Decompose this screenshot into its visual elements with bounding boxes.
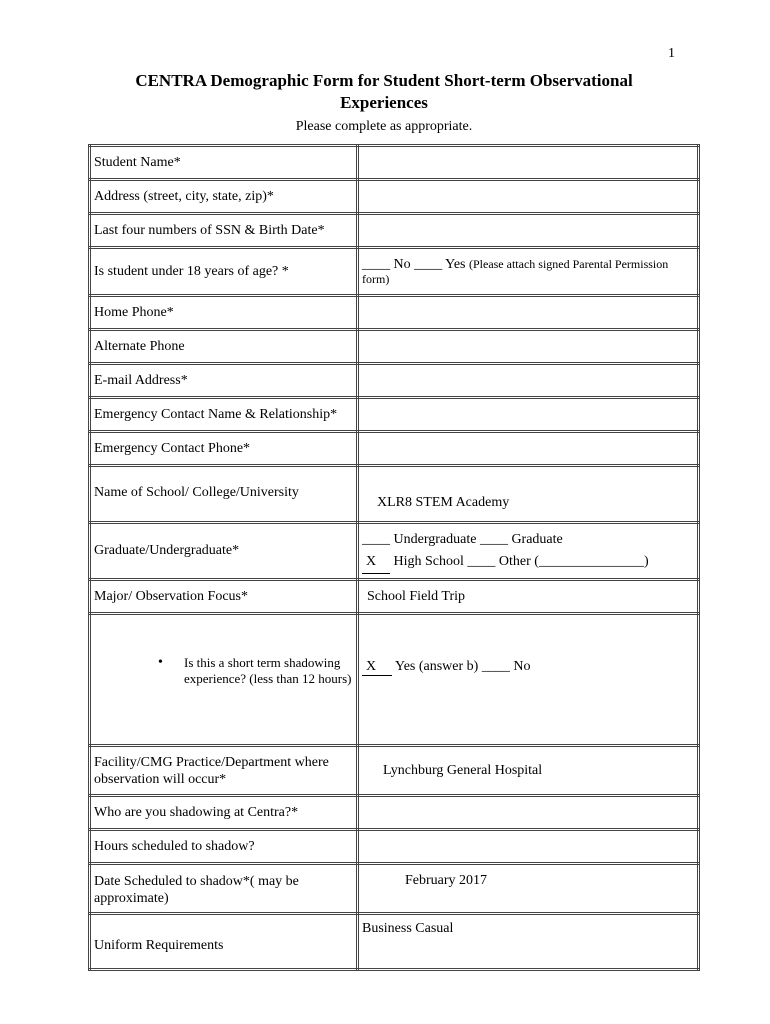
address-label: Address (street, city, state, zip)* xyxy=(90,180,358,214)
undergrad-label: Undergraduate xyxy=(390,531,480,547)
under-18-yes-blank[interactable]: ____ xyxy=(414,257,443,272)
row-uniform xyxy=(90,914,699,970)
under-18-yes-label: Yes xyxy=(442,257,469,272)
grad-label: Graduate/Undergraduate* xyxy=(90,523,358,580)
uniform-label: Uniform Requirements xyxy=(90,914,358,970)
major-field[interactable]: School Field Trip xyxy=(358,580,699,614)
emergency-phone-label: Emergency Contact Phone* xyxy=(90,432,358,466)
high-school-label: High School xyxy=(390,553,468,569)
undergrad-blank[interactable]: ____ xyxy=(362,531,390,547)
hours-field[interactable] xyxy=(358,830,699,864)
other-label: Other ( xyxy=(495,553,539,569)
row-shadowing xyxy=(90,614,699,746)
row-email xyxy=(90,364,699,398)
other-close-paren: ) xyxy=(643,553,649,569)
email-field[interactable] xyxy=(358,364,699,398)
row-alt-phone xyxy=(90,330,699,364)
row-address xyxy=(90,180,699,214)
shadowing-answer-field[interactable] xyxy=(358,614,699,746)
who-label: Who are you shadowing at Centra?* xyxy=(90,796,358,830)
graduate-label: Graduate xyxy=(507,531,563,547)
grad-line-2 xyxy=(362,551,697,574)
alt-phone-field[interactable] xyxy=(358,330,699,364)
shadowing-no-label: No xyxy=(509,659,531,674)
row-major xyxy=(90,580,699,614)
row-emergency-phone xyxy=(90,432,699,466)
uniform-field[interactable]: Business Casual xyxy=(358,914,699,970)
home-phone-field[interactable] xyxy=(358,296,699,330)
shadowing-yes-mark[interactable]: X xyxy=(362,659,392,676)
major-label: Major/ Observation Focus* xyxy=(90,580,358,614)
home-phone-label: Home Phone* xyxy=(90,296,358,330)
shadowing-no-blank[interactable]: ____ xyxy=(481,659,510,674)
bullet-icon: • xyxy=(158,655,163,670)
row-home-phone xyxy=(90,296,699,330)
who-field[interactable] xyxy=(358,796,699,830)
under-18-label: Is student under 18 years of age? * xyxy=(90,248,358,296)
date-label: Date Scheduled to shadow*( may be approximate) xyxy=(90,864,358,914)
row-ssn-birth xyxy=(90,214,699,248)
hours-label: Hours scheduled to shadow? xyxy=(90,830,358,864)
row-who xyxy=(90,796,699,830)
other-specify-field[interactable]: _______________ xyxy=(538,553,644,569)
school-label: Name of School/ College/University xyxy=(90,466,358,523)
form-title xyxy=(90,70,678,114)
page-number: 1 xyxy=(668,46,675,61)
email-label: E-mail Address* xyxy=(90,364,358,398)
emergency-name-field[interactable] xyxy=(358,398,699,432)
row-date xyxy=(90,864,699,914)
row-student-name xyxy=(90,146,699,180)
demographic-form-table xyxy=(88,144,700,971)
ssn-birth-label: Last four numbers of SSN & Birth Date* xyxy=(90,214,358,248)
address-field[interactable] xyxy=(358,180,699,214)
under-18-no-blank[interactable]: ____ xyxy=(362,257,390,272)
facility-label: Facility/CMG Practice/Department where observation will occur* xyxy=(90,746,358,796)
row-school xyxy=(90,466,699,523)
date-field[interactable]: February 2017 xyxy=(358,864,699,914)
high-school-mark[interactable]: X xyxy=(362,551,390,574)
graduate-blank[interactable]: ____ xyxy=(479,531,508,547)
student-name-label: Student Name* xyxy=(90,146,358,180)
shadowing-question: Is this a short term shadowing experience? (less than 12 hours) xyxy=(184,655,352,686)
shadowing-bullet-item xyxy=(94,655,356,687)
grad-field[interactable] xyxy=(358,523,699,580)
other-blank[interactable]: ____ xyxy=(467,553,496,569)
alt-phone-label: Alternate Phone xyxy=(90,330,358,364)
shadowing-yes-label: Yes (answer b) xyxy=(392,659,482,674)
emergency-phone-field[interactable] xyxy=(358,432,699,466)
under-18-note: (Please attach signed Parental Permission form) xyxy=(362,257,669,286)
row-grad xyxy=(90,523,699,580)
facility-field[interactable]: Lynchburg General Hospital xyxy=(358,746,699,796)
emergency-name-label: Emergency Contact Name & Relationship* xyxy=(90,398,358,432)
row-facility xyxy=(90,746,699,796)
title-line-1: CENTRA Demographic Form for Student Short-term Observational xyxy=(135,71,633,90)
school-field[interactable]: XLR8 STEM Academy xyxy=(358,466,699,523)
ssn-birth-field[interactable] xyxy=(358,214,699,248)
row-emergency-name xyxy=(90,398,699,432)
title-line-2: Experiences xyxy=(340,93,428,112)
under-18-no-label: No xyxy=(390,257,415,272)
shadowing-question-cell xyxy=(90,614,358,746)
under-18-field[interactable] xyxy=(358,248,699,296)
row-under-18 xyxy=(90,248,699,296)
row-hours xyxy=(90,830,699,864)
student-name-field[interactable] xyxy=(358,146,699,180)
grad-line-1 xyxy=(362,529,697,551)
form-subtitle: Please complete as appropriate. xyxy=(295,119,473,134)
